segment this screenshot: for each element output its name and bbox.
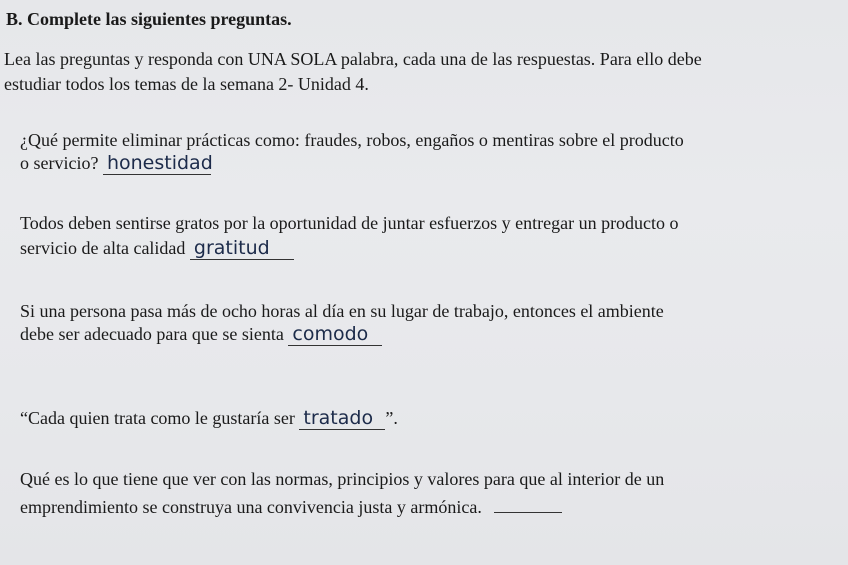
- instruction-line-1: Lea las preguntas y responda con UNA SOLA palabra, cada una de las respuestas. Para ello debe: [4, 49, 702, 69]
- question-2-line-1: Todos deben sentirse gratos por la oportunidad de juntar esfuerzos y entregar un producto o: [20, 213, 679, 233]
- question-3-text: debe ser adecuado para que se sienta: [20, 324, 284, 344]
- question-3-line-1: Si una persona pasa más de ocho horas al día en su lugar de trabajo, entonces el ambiente: [20, 301, 664, 321]
- answer-3-field[interactable]: comodo: [288, 323, 382, 346]
- answer-5-field[interactable]: [494, 494, 562, 513]
- answer-1-field[interactable]: honestidad: [103, 152, 211, 175]
- question-2-line-2: [20, 237, 294, 260]
- question-1-line-1: ¿Qué permite eliminar prácticas como: fraudes, robos, engaños o mentiras sobre el producto: [20, 130, 684, 150]
- answer-4-field[interactable]: tratado: [299, 407, 385, 430]
- question-1-text: o servicio?: [20, 153, 99, 173]
- question-4-closing-quote: ”.: [385, 408, 398, 428]
- instruction-line-2: estudiar todos los temas de la semana 2- Unidad 4.: [4, 74, 369, 94]
- question-4-text: “Cada quien trata como le gustaría ser: [20, 408, 295, 428]
- question-5-text: emprendimiento se construya una convivencia justa y armónica.: [20, 497, 482, 517]
- question-2-text: servicio de alta calidad: [20, 238, 186, 258]
- question-4-line: [20, 407, 398, 430]
- question-5-line-1: Qué es lo que tiene que ver con las normas, principios y valores para que al interior de un: [20, 469, 665, 489]
- question-5-line-2: [20, 494, 562, 518]
- question-3-line-2: [20, 323, 382, 346]
- question-1-line-2: [20, 152, 211, 175]
- section-title: B. Complete las siguientes preguntas.: [6, 9, 292, 29]
- answer-2-field[interactable]: gratitud: [190, 237, 294, 260]
